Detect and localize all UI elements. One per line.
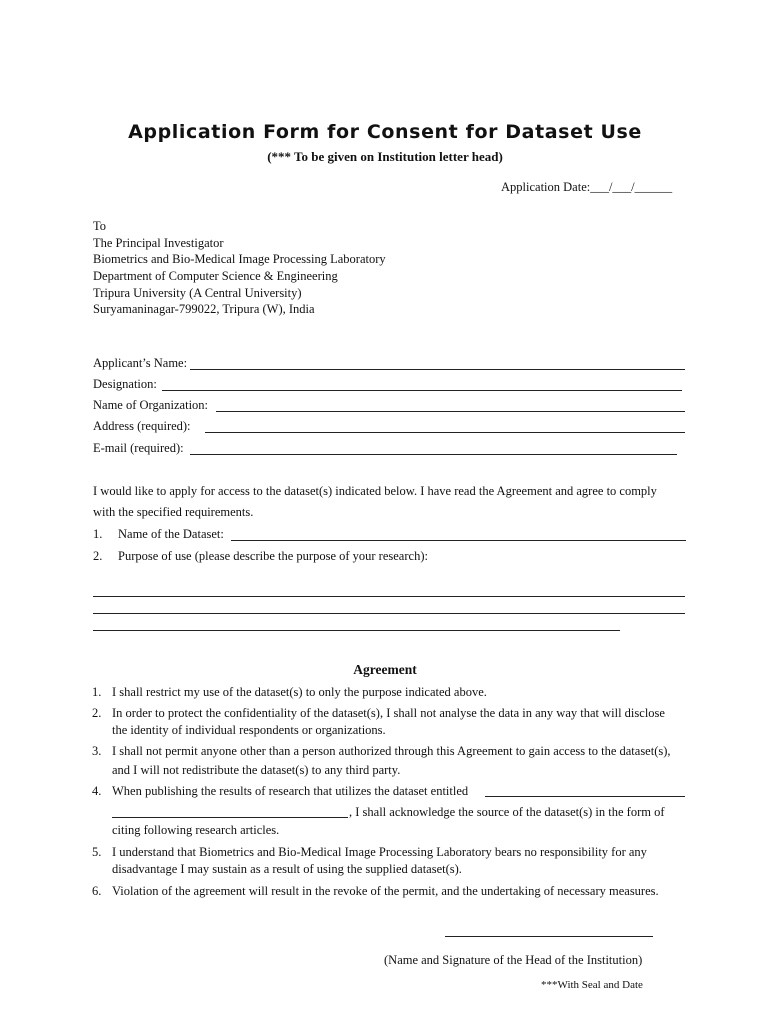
agreement-item-text: citing following research articles. [112,823,280,837]
designation-label: Designation: [93,377,157,391]
agreement-number: 4. [92,784,102,798]
address-line: Department of Computer Science & Engineering [93,269,338,283]
address-line: Suryamaninagar-799022, Tripura (W), India [93,302,315,316]
purpose-field-line[interactable] [93,620,620,631]
page-title: Application Form for Consent for Dataset Use [128,121,642,143]
agreement-item-text: In order to protect the confidentiality of the dataset(s), I shall not analyse the data in any way that will disclose [112,706,665,720]
application-date-label: Application Date:___/___/______ [501,180,673,194]
address-line: Biometrics and Bio-Medical Image Processing Laboratory [93,252,386,266]
purpose-field-line[interactable] [93,586,685,597]
address-field[interactable] [205,420,685,433]
email-label: E-mail (required): [93,441,184,455]
agreement-item-text: disadvantage I may sustain as a result of using the supplied dataset(s). [112,862,462,876]
dataset-title-field-continued[interactable] [112,805,348,818]
organization-field[interactable] [216,399,685,412]
list-number: 1. [93,527,103,541]
page-subtitle: (*** To be given on Institution letter head) [267,149,503,164]
email-field[interactable] [190,442,677,455]
agreement-number: 6. [92,884,102,898]
purpose-field-line[interactable] [93,603,685,614]
agreement-item-text: , I shall acknowledge the source of the dataset(s) in the form of [349,805,665,819]
agreement-item-text: the identity of individual respondents or organizations. [112,723,386,737]
agreement-number: 3. [92,744,102,758]
dataset-title-field[interactable] [485,784,685,797]
list-number: 2. [93,549,103,563]
request-text: with the specified requirements. [93,505,254,519]
organization-label: Name of Organization: [93,398,209,412]
agreement-number: 1. [92,685,102,699]
agreement-item-text: I shall not permit anyone other than a person authorized through this Agreement to gain access to the dataset(s), [112,744,671,758]
agreement-item-text: I understand that Biometrics and Bio-Medical Image Processing Laboratory bears no responsibility for any [112,845,647,859]
agreement-number: 5. [92,845,102,859]
dataset-name-field[interactable] [231,528,686,541]
applicant-name-field[interactable] [190,357,685,370]
purpose-label: Purpose of use (please describe the purpose of your research): [118,549,428,563]
seal-note: ***With Seal and Date [541,979,643,991]
signature-label: (Name and Signature of the Head of the Institution) [384,953,643,967]
agreement-item-text: I shall restrict my use of the dataset(s) to only the purpose indicated above. [112,685,487,699]
agreement-item-text: and I will not redistribute the dataset(s) to any third party. [112,763,401,777]
request-text: I would like to apply for access to the dataset(s) indicated below. I have read the Agreement and agree to comply [93,484,657,498]
signature-line[interactable] [445,926,653,937]
agreement-heading: Agreement [353,662,417,677]
agreement-item-text: Violation of the agreement will result in the revoke of the permit, and the undertaking of necessary measures. [112,884,659,898]
address-line: Tripura University (A Central University) [93,286,302,300]
designation-field[interactable] [162,378,682,391]
applicant-name-label: Applicant’s Name: [93,356,188,370]
address-line: To [93,219,107,233]
dataset-name-label: Name of the Dataset: [118,527,224,541]
address-label: Address (required): [93,419,191,433]
agreement-number: 2. [92,706,102,720]
agreement-item-text: When publishing the results of research that utilizes the dataset entitled [112,784,469,798]
address-line: The Principal Investigator [93,236,224,250]
